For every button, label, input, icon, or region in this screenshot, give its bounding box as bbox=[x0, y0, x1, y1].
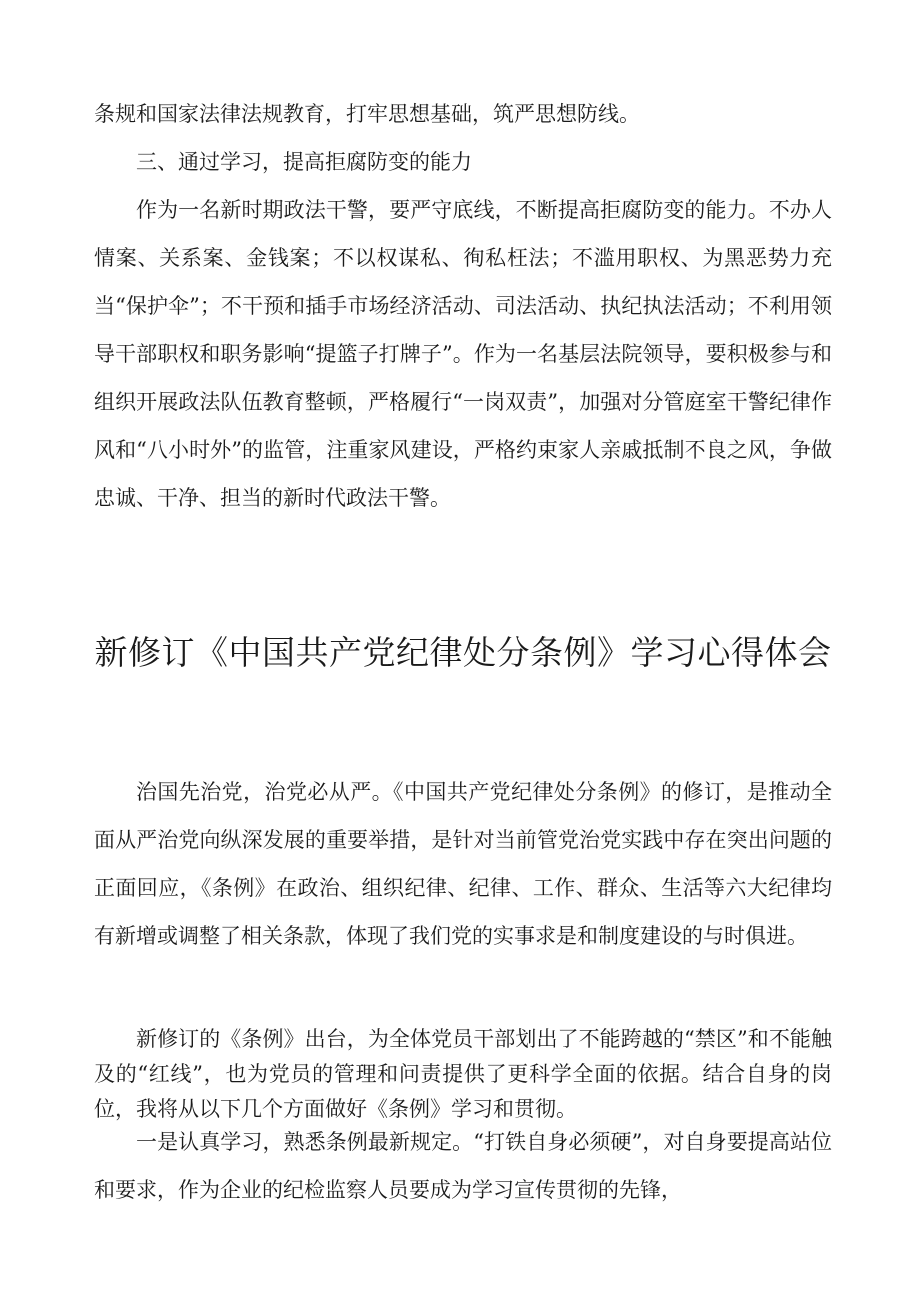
section-paragraph: 作为一名新时期政法干警，要严守底线，不断提高拒腐防变的能力。不办人情案、关系案、金钱案；不以权谋私、徇私枉法；不滥用职权、为黑恶势力充当“保护伞”；不干预和插手市场经济活动、司法活动、执纪执法活动；不利用领导干部职权和职务影响“提篮子打牌子”。作为一名基层法院领导，要积极参与和组织开展政法队伍教育整顿，严格履行“一岗双责”，加强对分管庭室干警纪律作风和“八小时外”的监管，注重家风建设，严格约束家人亲戚抵制不良之风，争做忠诚、干净、担当的新时代政法干警。 bbox=[94, 198, 832, 510]
article-title: 新修订《中国共产党纪律处分条例》学习心得体会 bbox=[94, 633, 832, 672]
article-paragraph-3: 一是认真学习，熟悉条例最新规定。“打铁自身必须硬”，对自身要提高站位和要求，作为企业的纪检监察人员要成为学习宣传贯彻的先锋， bbox=[94, 1130, 832, 1202]
article-paragraph-2: 新修订的《条例》出台，为全体党员干部划出了不能跨越的“禁区”和不能触及的“红线”，也为党员的管理和问责提供了更科学全面的依据。结合自身的岗位，我将从以下几个方面做好《条例》学习和贯彻。 bbox=[94, 1027, 832, 1121]
article-paragraph-1: 治国先治党，治党必从严。《中国共产党纪律处分条例》的修订，是推动全面从严治党向纵深发展的重要举措，是针对当前管党治党实践中存在突出问题的正面回应，《条例》在政治、组织纪律、纪律、工作、群众、生活等六大纪律均有新增或调整了相关条款，体现了我们党的实事求是和制度建设的与时俱进。 bbox=[94, 780, 832, 948]
continuation-text: 条规和国家法律法规教育，打牢思想基础，筑严思想防线。 bbox=[94, 102, 640, 126]
section-heading: 三、通过学习，提高拒腐防变的能力 bbox=[136, 150, 472, 174]
